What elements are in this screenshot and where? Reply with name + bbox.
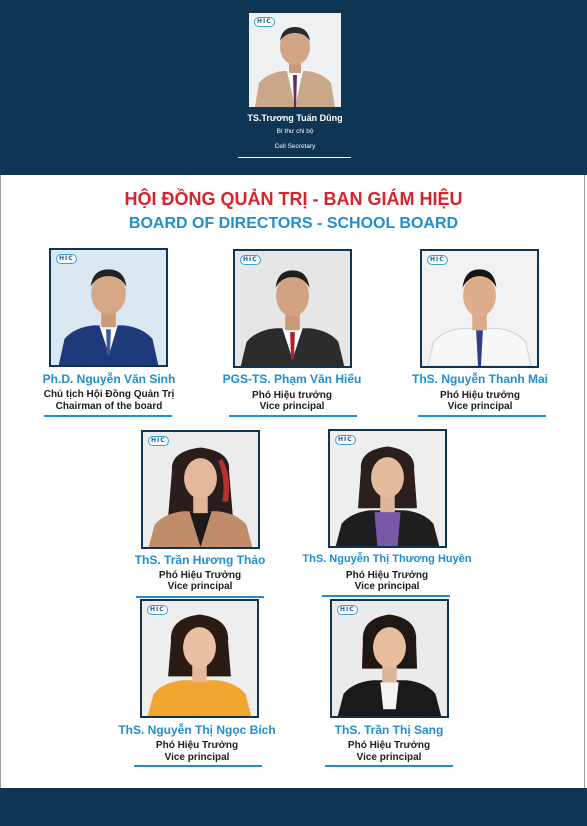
member-name-1: Ph.D. Nguyễn Văn Sinh (42, 372, 176, 386)
member-role-vn-3: Phó Hiệu trưởng (440, 390, 520, 401)
member-name-2: PGS-TS. Phạm Văn Hiếu (222, 372, 362, 386)
member-name-3: ThS. Nguyễn Thanh Mai (411, 372, 548, 386)
hic-logo: HIC (148, 436, 169, 446)
member-role-en-1: Chairman of the board (55, 401, 163, 412)
secretary-underline (238, 157, 351, 158)
member-name-7: ThS. Trần Thị Sang (334, 723, 444, 737)
member-role-vn-5: Phó Hiệu Trưởng (345, 570, 429, 581)
hic-logo: HIC (335, 435, 356, 445)
member-role-en-7: Vice principal (356, 752, 422, 763)
member-role-vn-6: Phó Hiệu Trưởng (155, 740, 239, 751)
member-role-vn-4: Phó Hiệu Trưởng (158, 570, 242, 581)
member-name-5: ThS. Nguyễn Thị Thương Huyền (302, 553, 472, 565)
hic-logo: HIC (56, 254, 77, 264)
hic-logo: HIC (427, 255, 448, 265)
member-underline-7 (325, 765, 453, 767)
member-photo-5 (328, 429, 447, 548)
member-role-vn-1: Chủ tịch Hội Đồng Quản Trị (43, 389, 175, 400)
member-name-4: ThS. Trần Hương Thảo (134, 553, 266, 567)
member-underline-2 (229, 415, 357, 417)
hic-logo: HIC (254, 17, 275, 27)
member-role-en-6: Vice principal (164, 752, 230, 763)
member-role-en-4: Vice principal (167, 581, 233, 592)
member-photo-2 (233, 249, 352, 368)
secretary-photo (249, 13, 341, 107)
member-underline-3 (418, 415, 546, 417)
member-photo-7 (330, 599, 449, 718)
hic-logo: HIC (337, 605, 358, 615)
secretary-name: TS.Trương Tuấn Dũng (247, 113, 343, 123)
title-vietnamese: HỘI ĐỒNG QUẢN TRỊ - BAN GIÁM HIỆU (124, 189, 463, 209)
member-role-en-5: Vice principal (354, 581, 420, 592)
member-role-en-3: Vice principal (447, 401, 513, 412)
member-photo-3 (420, 249, 539, 368)
secretary-role-en: Cell Secretary (274, 143, 316, 150)
member-underline-5 (322, 595, 450, 597)
hic-logo: HIC (147, 605, 168, 615)
member-underline-6 (134, 765, 262, 767)
title-english: BOARD OF DIRECTORS - SCHOOL BOARD (128, 215, 459, 232)
member-role-en-2: Vice principal (259, 401, 325, 412)
footer-band (0, 788, 587, 826)
member-photo-6 (140, 599, 259, 718)
member-name-6: ThS. Nguyễn Thị Ngọc Bích (118, 723, 276, 737)
member-photo-4 (141, 430, 260, 549)
member-photo-1 (49, 248, 168, 367)
member-role-vn-2: Phó Hiệu trưởng (252, 390, 332, 401)
member-role-vn-7: Phó Hiệu Trưởng (347, 740, 431, 751)
member-underline-1 (44, 415, 172, 417)
hic-logo: HIC (240, 255, 261, 265)
member-underline-4 (136, 596, 264, 598)
secretary-role-vn: Bí thư chi bộ (276, 128, 314, 135)
